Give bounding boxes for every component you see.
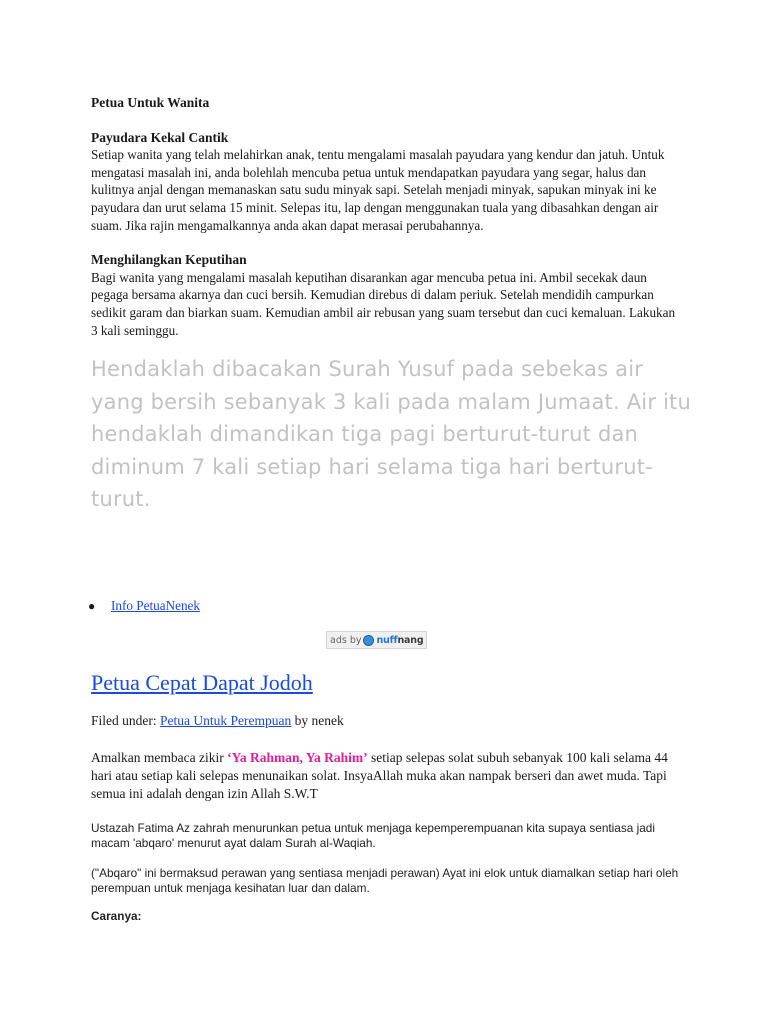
- filed-under-line: [91, 712, 344, 730]
- list-item: [88, 596, 200, 616]
- ustazah-paragraph: Ustazah Fatima Az zahrah menurunkan petua untuk menjaga kepemperempuanan kita supaya sentiasa jadi macam 'abqaro' menurut ayat dalam Surah al-Waqiah.: [91, 821, 655, 850]
- ads-brand-a: nuff: [376, 634, 398, 646]
- page-title: Petua Untuk Wanita: [91, 95, 210, 110]
- abqaro-paragraph: ("Abqaro" ini bermaksud perawan yang sentiasa menjadi perawan) Ayat ini elok untuk diamalkan setiap hari oleh perempuan untuk menjaga kesihatan luar dan dalam.: [91, 866, 679, 895]
- nuffnang-logo-icon: [363, 635, 374, 646]
- ads-brand-b: nang: [397, 634, 424, 646]
- info-petuanenek-link[interactable]: Info PetuaNenek: [111, 598, 200, 613]
- zikir-highlight: ‘Ya Rahman, Ya Rahim’: [227, 750, 368, 765]
- category-link[interactable]: Petua Untuk Perempuan: [160, 713, 292, 728]
- zikir-paragraph: [91, 749, 681, 803]
- section-body-keputihan: Bagi wanita yang mengalami masalah keputihan disarankan agar mencuba petua ini. Ambil secekak daun pegaga bersama akarnya dan cuci bersih. Kemudian direbus di dalam periuk. Setelah mendidih campurkan sedikit garam dan biarkan suam. Kemudian ambil air rebusan yang suam tersebut dan cuci kemaluan. Lakukan 3 kali seminggu.: [91, 269, 676, 338]
- zikir-text-after: setiap selepas solat subuh sebanyak 100 kali selama 44 hari atau setiap kali selepas menunaikan solat. InsyaAllah muka akan nampak berseri dan awet muda. Tapi semua ini adalah dengan izin Allah S.W.T: [91, 750, 668, 801]
- ads-label: ads by: [330, 634, 362, 646]
- caranya-heading: Caranya:: [91, 909, 142, 923]
- post-title-link[interactable]: Petua Cepat Dapat Jodoh: [91, 670, 313, 695]
- ads-brand: [376, 635, 423, 646]
- section-heading-payudara: Payudara Kekal Cantik: [91, 129, 229, 145]
- author-text: by nenek: [294, 713, 344, 728]
- ads-badge[interactable]: [326, 631, 427, 649]
- quote-text: Hendaklah dibacakan Surah Yusuf pada sebekas air yang bersih sebanyak 3 kali pada malam Jumaat. Air itu hendaklah dimandikan tiga pagi berturut-turut dan diminum 7 kali setiap hari selama tiga hari berturut-turut.: [91, 357, 691, 512]
- post-title[interactable]: [91, 668, 313, 698]
- section-heading-keputihan: Menghilangkan Keputihan: [91, 252, 247, 268]
- link-list: [88, 596, 200, 616]
- zikir-text-before: Amalkan membaca zikir: [91, 750, 228, 765]
- bullet-icon: ●: [88, 599, 96, 613]
- filed-under-label: Filed under:: [91, 713, 157, 728]
- section-body-payudara: Setiap wanita yang telah melahirkan anak, tentu mengalami masalah payudara yang kendur dan jatuh. Untuk mengatasi masalah ini, anda bolehlah mencuba petua untuk mendapatkan payudara yang segar, halus dan kulitnya anjal dengan memanaskan satu sudu minyak sapi. Setelah menjadi minyak, sapukan minyak ini ke payudara dan urut selama 15 minit. Selepas itu, lap dengan menggunakan tuala yang dibasahkan dengan air suam. Jika rajin mengamalkannya anda akan dapat merasai perubahannya.: [91, 147, 665, 233]
- article: [91, 94, 691, 516]
